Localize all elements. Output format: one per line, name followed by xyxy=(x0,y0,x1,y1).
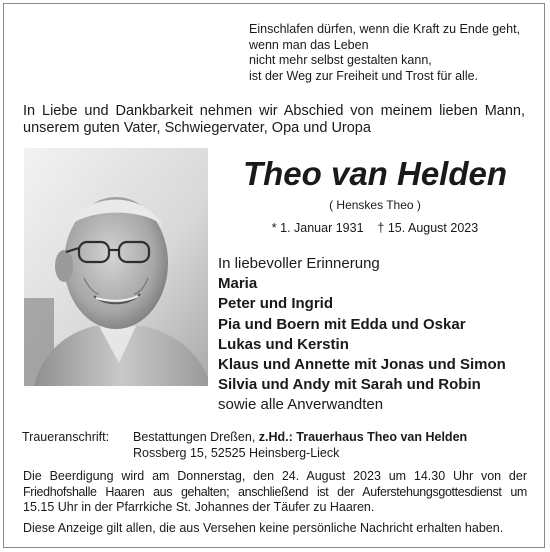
family-member: Klaus und Annette mit Jonas und Simon xyxy=(218,356,506,374)
deceased-name: Theo van Helden xyxy=(242,155,508,192)
poem-line: Einschlafen dürfen, wenn die Kraft zu Ende geht, xyxy=(249,22,521,36)
intro-line: In Liebe und Dankbarkeit nehmen wir Abschied von meinem lieben Mann, xyxy=(23,103,525,119)
address-bold: z.Hd.: Trauerhaus Theo van Helden xyxy=(258,430,468,444)
portrait-image xyxy=(24,148,208,386)
address-plain: Bestattungen Dreßen, xyxy=(133,430,259,444)
funeral-line: Friedhofshalle Haaren aus gehalten; anschließend ist der Auferstehungsgottesdienst um xyxy=(23,484,527,499)
poem-line: nicht mehr selbst gestalten kann, xyxy=(249,53,432,67)
family-list xyxy=(218,254,506,416)
poem xyxy=(249,22,520,84)
family-heading: In liebevoller Erinnerung xyxy=(218,255,380,272)
intro-text xyxy=(23,103,525,137)
condolence-address xyxy=(22,430,467,461)
funeral-info xyxy=(23,469,527,516)
family-member: Lukas und Kerstin xyxy=(218,335,349,353)
deceased-nickname: ( Henskes Theo ) xyxy=(329,198,421,212)
family-member: Peter und Ingrid xyxy=(218,295,334,313)
family-closing: sowie alle Anverwandten xyxy=(218,396,384,414)
closing-note: Diese Anzeige gilt allen, die aus Versehen keine persönliche Nachricht erhalten haben. xyxy=(23,521,504,535)
life-dates: * 1. Januar 1931 † 15. August 2023 xyxy=(271,221,479,235)
poem-line: ist der Weg zur Freiheit und Trost für alle. xyxy=(249,68,479,83)
intro-line: unserem guten Vater, Schwiegervater, Opa und Uropa xyxy=(23,120,371,136)
funeral-line: Die Beerdigung wird am Donnerstag, den 24. August 2023 um 14.30 Uhr von der xyxy=(23,469,527,483)
portrait-photo xyxy=(24,148,208,386)
address-label: Traueranschrift: xyxy=(22,430,110,444)
address-street: Rossberg 15, 52525 Heinsberg-Lieck xyxy=(133,445,340,460)
family-member: Pia und Boern mit Edda und Oskar xyxy=(218,315,466,333)
funeral-line: 15.15 Uhr in der Pfarrkiche St. Johannes der Täufer zu Haaren. xyxy=(23,500,375,514)
family-member: Silvia und Andy mit Sarah und Robin xyxy=(218,376,481,394)
poem-line: wenn man das Leben xyxy=(249,37,369,52)
family-member: Maria xyxy=(218,275,258,293)
